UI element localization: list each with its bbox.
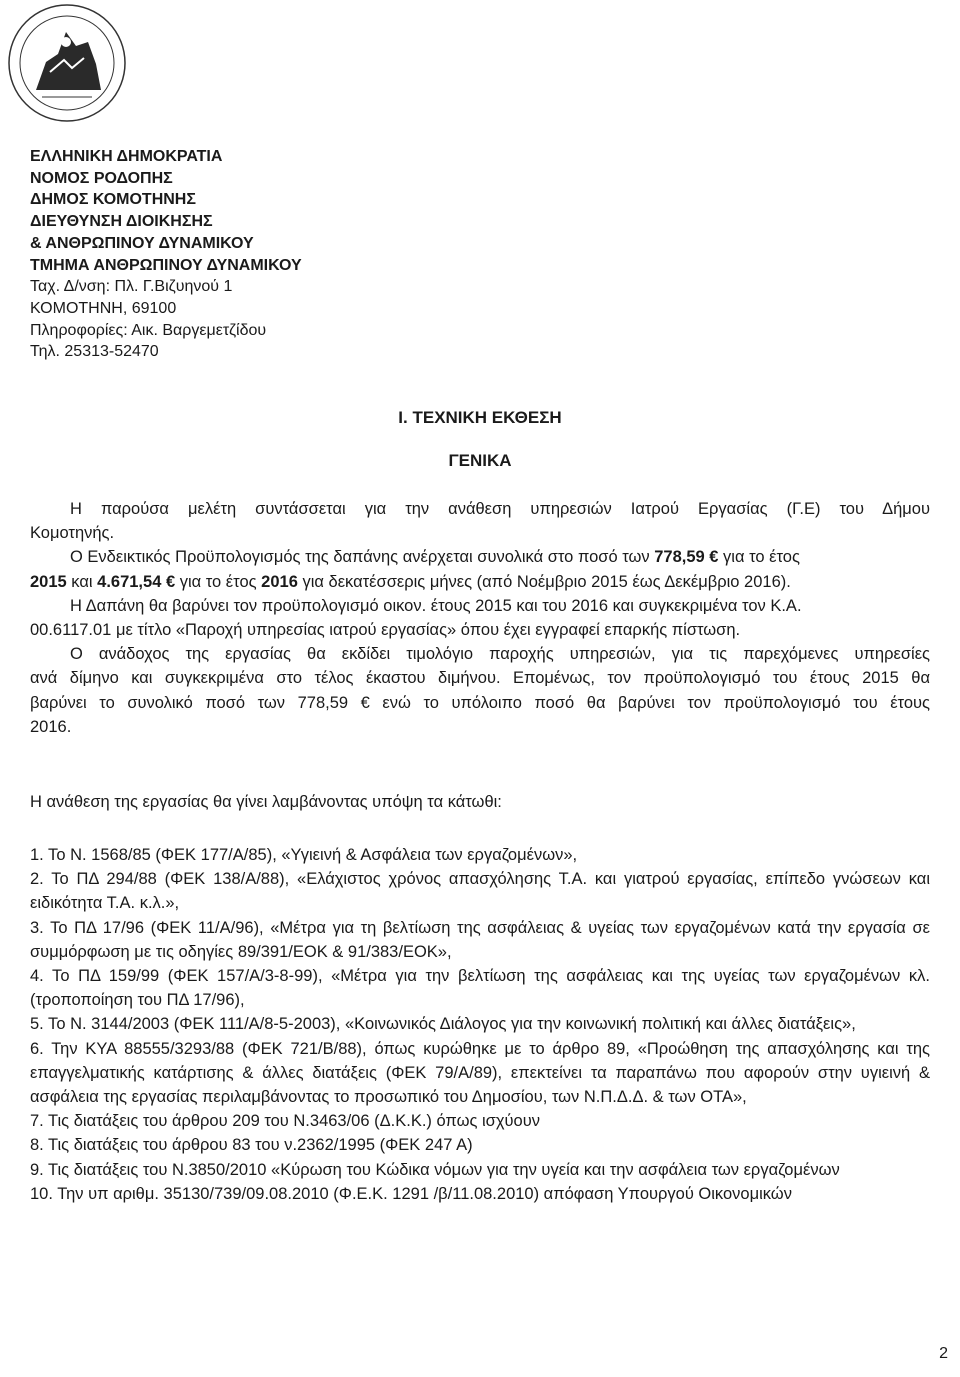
general-section — [30, 497, 930, 739]
list-item: 8. Τις διατάξεις του άρθρου 83 του ν.2362/1995 (ΦΕΚ 247 Α) — [30, 1136, 473, 1155]
invoice-line: βαρύνει το συνολικό ποσό των 778,59 € ενώ το υπόλοιπο ποσό θα βαρύνει τον προϋπολογισμό του έτους — [30, 693, 930, 712]
header-contact: Πληροφορίες: Αικ. Βαργεμετζίδου — [30, 321, 267, 339]
section-subtitle: ΓΕΝΙΚΑ — [448, 451, 512, 470]
list-item: 6. Την ΚΥΑ 88555/3293/88 (ΦΕΚ 721/Β/88), όπως κυρώθηκε με το άρθρο 89, «Προώθηση της απασχόλησης και της επαγγελματικής κατάρτισης & άλλες διατάξεις (ΦΕΚ 79/Α/89), επεκτείνει τα παραπάνω που αφορούν στην υγιεινή & ασφάλεια της εργασίας περιλαμβάνοντας το προσωπικό του Δημοσίου, των Ν.Π.Δ.Δ. & των ΟΤΑ», — [30, 1039, 930, 1107]
budget-paragraph: Ο Ενδεικτικός Προϋπολογισμός της δαπάνης ανέρχεται συνολικά στο ποσό των 778,59 € για το έτος — [70, 548, 800, 567]
sender-header — [30, 146, 302, 363]
invoice-line: 2016. — [30, 717, 72, 736]
header-city: ΚΟΜΟΤΗΝΗ, 69100 — [30, 299, 177, 317]
header-line: ΔΗΜΟΣ ΚΟΜΟΤΗΝΗΣ — [30, 191, 196, 209]
budget-paragraph-cont: 2015 και 4.671,54 € για το έτος 2016 για δεκατέσσερις μήνες (από Νοέμβριο 2015 έως Δεκέμβριο 2016). — [30, 572, 791, 591]
list-item: 7. Τις διατάξεις του άρθρου 209 του Ν.3463/06 (Δ.Κ.Κ.) όπως ισχύουν — [30, 1112, 540, 1131]
header-address: Ταχ. Δ/νση: Πλ. Γ.Βιζυηνού 1 — [30, 278, 233, 296]
header-line: ΔΙΕΥΘΥΝΣΗ ΔΙΟΙΚΗΣΗΣ — [30, 213, 213, 231]
list-item: 2. Το ΠΔ 294/88 (ΦΕΚ 138/Α/88), «Ελάχιστος χρόνος απασχόλησης Τ.Α. και γιατρού εργασίας, επίπεδο γνώσεων και ειδικότητα Τ.Α. κ.λ.», — [30, 870, 930, 913]
section-title: Ι. ΤΕΧΝΙΚΗ ΕΚΘΕΣΗ — [398, 408, 562, 427]
charge-line: 00.6117.01 με τίτλο «Παροχή υπηρεσίας ιατρού εργασίας» όπου έχει εγγραφεί επαρκής πίστωση. — [30, 621, 741, 640]
list-item: 5. Το Ν. 3144/2003 (ΦΕΚ 111/Α/8-5-2003), «Κοινωνικός Διάλογος για την κοινωνική πολιτική και άλλες διατάξεις», — [30, 1015, 856, 1034]
municipality-seal — [6, 2, 128, 124]
header-line: ΤΜΗΜΑ ΑΝΘΡΩΠΙΝΟΥ ΔΥΝΑΜΙΚΟΥ — [30, 256, 302, 274]
invoice-line: Ο ανάδοχος της εργασίας θα εκδίδει τιμολόγιο παροχής υπηρεσιών, για τις παρεχόμενες υπηρεσίες — [70, 645, 930, 664]
header-line: & ΑΝΘΡΩΠΙΝΟΥ ΔΥΝΑΜΙΚΟΥ — [30, 234, 254, 252]
list-item: 3. Το ΠΔ 17/96 (ΦΕΚ 11/Α/96), «Μέτρα για τη βελτίωση της ασφάλειας & υγείας των εργαζομένων κατά την εργασία σε συμμόρφωση με τις οδηγίες 89/391/ΕΟΚ & 91/383/ΕΟΚ», — [30, 918, 930, 961]
intro-line: Η παρούσα μελέτη συντάσσεται για την ανάθεση υπηρεσιών Ιατρού Εργασίας (Γ.Ε) του Δήμου — [70, 500, 930, 518]
list-item: 4. Το ΠΔ 159/99 (ΦΕΚ 157/Α/3-8-99), «Μέτρα για την βελτίωση της ασφάλειας και της υγείας των εργαζομένων κλ. (τροποποίηση του ΠΔ 17/96), — [30, 967, 930, 1010]
invoice-line: ανά δίμηνο και συγκεκριμένα στο τέλος έκαστου διμήνου. Επομένως, τον προϋπολογισμό του έτους 2015 θα — [30, 669, 930, 688]
list-item: 10. Την υπ αριθμ. 35130/739/09.08.2010 (Φ.Ε.Κ. 1291 /β/11.08.2010) απόφαση Υπουργού Οικονομικών — [30, 1184, 792, 1203]
page-number: 2 — [939, 1345, 948, 1362]
amount-2016: 4.671,54 € — [97, 572, 176, 591]
list-item: 1. Το Ν. 1568/85 (ΦΕΚ 177/Α/85), «Υγιεινή & Ασφάλεια των εργαζομένων», — [30, 846, 578, 864]
charge-line: Η Δαπάνη θα βαρύνει τον προϋπολογισμό οικον. έτους 2015 και του 2016 και συγκεκριμένα τον Κ.Α. — [70, 596, 802, 615]
header-line: ΕΛΛΗΝΙΚΗ ΔΗΜΟΚΡΑΤΙΑ — [30, 148, 223, 165]
year-2016: 2016 — [261, 572, 298, 591]
header-line: ΝΟΜΟΣ ΡΟΔΟΠΗΣ — [30, 169, 173, 187]
assignment-intro: Η ανάθεση της εργασίας θα γίνει λαμβάνοντας υπόψη τα κάτωθι: — [30, 793, 502, 811]
header-phone: Τηλ. 25313-52470 — [30, 343, 159, 361]
list-item: 9. Τις διατάξεις του Ν.3850/2010 «Κύρωση του Κώδικα νόμων για την υγεία και την ασφάλεια των εργαζομένων — [30, 1160, 840, 1179]
legislation-list — [30, 843, 930, 1206]
total-amount: 778,59 € — [654, 548, 719, 567]
year-2015: 2015 — [30, 572, 67, 591]
intro-line: Κομοτηνής. — [30, 524, 115, 543]
